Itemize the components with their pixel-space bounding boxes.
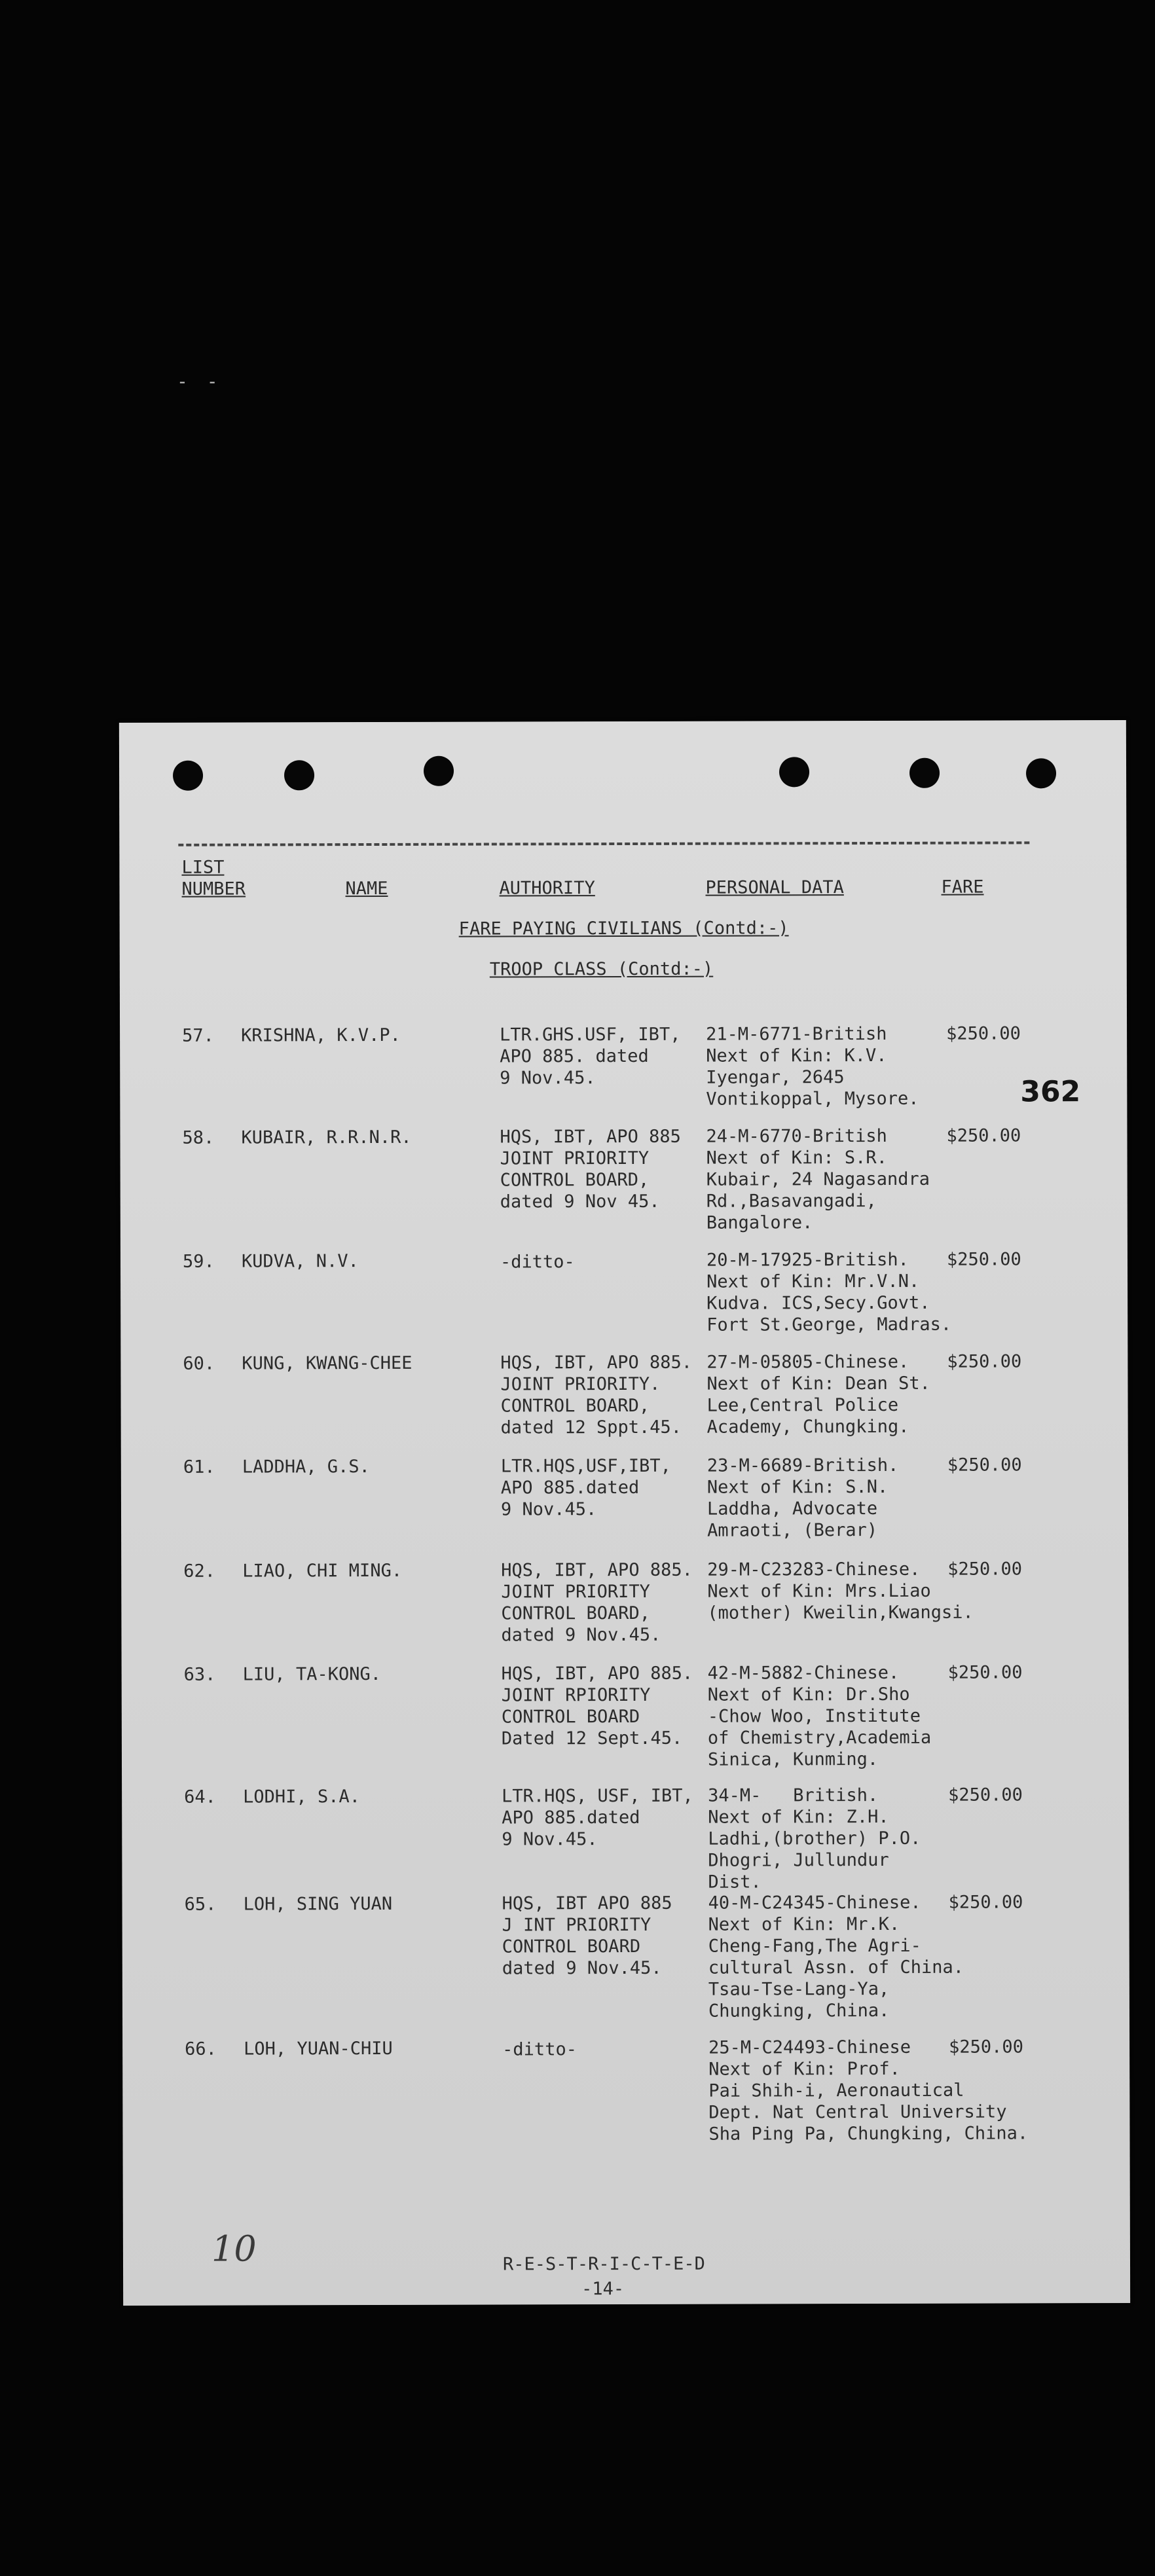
entry-authority: HQS, IBT, APO 885. JOINT RPIORITY CONTROL BOARD Dated 12 Sept.45. bbox=[501, 1663, 693, 1749]
entry-number: 66. bbox=[185, 2039, 217, 2059]
entry-name: LODHI, S.A. bbox=[243, 1787, 360, 1807]
header-fare: FARE bbox=[941, 877, 984, 898]
entry-number: 63. bbox=[183, 1664, 216, 1685]
entry-fare: $250.00 bbox=[949, 2037, 1023, 2058]
header-name: NAME bbox=[345, 878, 388, 899]
handwritten-mark: 10 bbox=[211, 2228, 257, 2270]
punch-hole bbox=[173, 761, 203, 791]
footer-page-number: -14- bbox=[581, 2279, 625, 2300]
top-stray-dashes: - - bbox=[177, 371, 222, 392]
entry-personal-data: 42-M-5882-Chinese. Next of Kin: Dr.Sho -Chow Woo, Institute of Chemistry,Academia Sinica, Kunming. bbox=[707, 1662, 932, 1770]
entry-authority: LTR.HQS,USF,IBT, APO 885.dated 9 Nov.45. bbox=[500, 1455, 671, 1520]
entry-fare: $250.00 bbox=[946, 1023, 1021, 1044]
entry-fare: $250.00 bbox=[947, 1455, 1022, 1476]
entry-number: 57. bbox=[182, 1025, 214, 1046]
entry-authority: LTR.GHS.USF, IBT, APO 885. dated 9 Nov.45. bbox=[500, 1024, 681, 1089]
entry-authority: HQS, IBT, APO 885. JOINT PRIORITY. CONTROL BOARD, dated 12 Sppt.45. bbox=[500, 1352, 693, 1438]
entry-personal-data: 34-M- British. Next of Kin: Z.H. Ladhi,(brother) P.O. Dhogri, Jullundur Dist. bbox=[708, 1785, 921, 1893]
entry-number: 65. bbox=[184, 1894, 217, 1915]
entry-personal-data: 23-M-6689-British. Next of Kin: S.N. Laddha, Advocate Amraoti, (Berar) bbox=[706, 1455, 899, 1541]
section-title: FARE PAYING CIVILIANS (Contd:-) bbox=[458, 918, 789, 939]
entry-personal-data: 20-M-17925-British. Next of Kin: Mr.V.N. Kudva. ICS,Secy.Govt. Fort St.George, Madras. bbox=[706, 1249, 952, 1335]
entry-personal-data: 29-M-C23283-Chinese. Next of Kin: Mrs.Liao (mother) Kweilin,Kwangsi. bbox=[707, 1559, 974, 1624]
subsection-title: TROOP CLASS (Contd:-) bbox=[489, 958, 714, 980]
entry-personal-data: 21-M-6771-British Next of Kin: K.V. Iyengar, 2645 Vontikoppal, Mysore. bbox=[706, 1023, 919, 1110]
entry-authority: -ditto- bbox=[502, 2039, 577, 2060]
entry-name: KRISHNA, K.V.P. bbox=[241, 1025, 401, 1046]
entry-personal-data: 40-M-C24345-Chinese. Next of Kin: Mr.K. Cheng-Fang,The Agri- cultural Assn. of China. Tsau-Tse-Lang-Ya, Chungking, China. bbox=[708, 1892, 964, 2022]
punch-hole bbox=[424, 756, 454, 786]
footer-restricted: R-E-S-T-R-I-C-T-E-D bbox=[502, 2253, 705, 2275]
entry-authority: HQS, IBT, APO 885 JOINT PRIORITY CONTROL BOARD, dated 9 Nov 45. bbox=[500, 1126, 681, 1212]
entry-personal-data: 25-M-C24493-Chinese Next of Kin: Prof. Pai Shih-i, Aeronautical Dept. Nat Central University Sha Ping Pa, Chungking, China. bbox=[708, 2037, 1029, 2145]
entry-authority: HQS, IBT APO 885 J INT PRIORITY CONTROL BOARD dated 9 Nov.45. bbox=[502, 1893, 672, 1979]
entry-authority: -ditto- bbox=[500, 1252, 575, 1273]
entry-name: LIAO, CHI MING. bbox=[242, 1560, 403, 1582]
entry-fare: $250.00 bbox=[946, 1125, 1021, 1146]
punch-hole bbox=[779, 757, 809, 787]
entry-number: 64. bbox=[184, 1787, 216, 1807]
entry-number: 59. bbox=[182, 1251, 215, 1272]
punch-hole bbox=[1026, 758, 1056, 788]
header-authority: AUTHORITY bbox=[499, 878, 595, 899]
entry-name: KUDVA, N.V. bbox=[241, 1251, 359, 1272]
entry-fare: $250.00 bbox=[946, 1249, 1021, 1270]
page-stamp-number: 362 bbox=[1020, 1075, 1081, 1109]
document-page bbox=[119, 720, 1130, 2306]
entry-number: 60. bbox=[183, 1353, 215, 1374]
entry-fare: $250.00 bbox=[947, 1559, 1023, 1580]
entry-number: 62. bbox=[183, 1561, 216, 1582]
entry-fare: $250.00 bbox=[948, 1785, 1023, 1805]
entry-number: 58. bbox=[182, 1127, 215, 1148]
entry-authority: HQS, IBT, APO 885. JOINT PRIORITY CONTROL BOARD, dated 9 Nov.45. bbox=[501, 1559, 693, 1646]
header-dashed-rule bbox=[178, 841, 1029, 846]
punch-hole bbox=[909, 758, 940, 788]
entry-name: KUBAIR, R.R.N.R. bbox=[241, 1127, 412, 1148]
entry-personal-data: 27-M-05805-Chinese. Next of Kin: Dean St. Lee,Central Police Academy, Chungking. bbox=[706, 1351, 930, 1438]
entry-fare: $250.00 bbox=[947, 1662, 1023, 1683]
entry-authority: LTR.HQS, USF, IBT, APO 885.dated 9 Nov.45. bbox=[502, 1785, 693, 1850]
entry-personal-data: 24-M-6770-British Next of Kin: S.R. Kubair, 24 Nagasandra Rd.,Basavangadi, Bangalore. bbox=[706, 1125, 930, 1233]
entry-fare: $250.00 bbox=[947, 1351, 1022, 1372]
header-list-number: LIST NUMBER bbox=[181, 857, 246, 899]
entry-fare: $250.00 bbox=[948, 1892, 1023, 1913]
header-personal-data: PERSONAL DATA bbox=[705, 877, 844, 898]
entry-name: LADDHA, G.S. bbox=[242, 1457, 370, 1478]
entry-number: 61. bbox=[183, 1457, 215, 1478]
entry-name: LIU, TA-KONG. bbox=[242, 1663, 382, 1685]
entry-name: KUNG, KWANG-CHEE bbox=[242, 1352, 412, 1374]
punch-hole bbox=[284, 760, 314, 790]
entry-name: LOH, SING YUAN bbox=[243, 1893, 393, 1915]
entry-name: LOH, YUAN-CHIU bbox=[244, 2038, 393, 2059]
